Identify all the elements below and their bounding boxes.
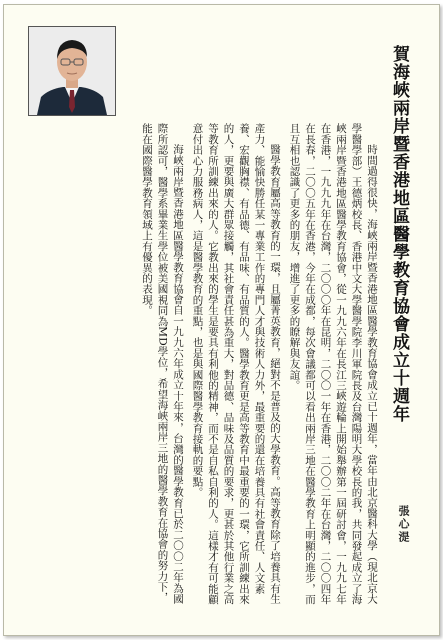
author-name: 張心湜	[397, 505, 410, 544]
article-title: 賀海峽兩岸暨香港地區醫學教育協會成立十週年	[389, 45, 409, 423]
author-portrait	[28, 26, 116, 116]
article-body	[49, 123, 379, 613]
document-page	[3, 4, 440, 636]
portrait-photo	[29, 27, 115, 115]
paragraph-1: 時間過得很快，海峽兩岸暨香港地區醫學教育協會成立已十週年，當年由北京醫科大學（現北京大學醫學部）王德炳校長、香港中文大學醫學院李川軍院長及台灣陽明大學校長的我，共同發起成立了海峽兩岸暨香港地區醫學教育協會，從一九九六年在長江三峽遊輪上開始舉辦第一屆研討會，一九九七年在香港，一九九九年在台灣，二〇〇〇年在昆明，二〇〇一年在香港，二〇〇二年在台灣，二〇〇四年在長春，二〇〇五年在香港，今年在成都，每次會議都可以看出兩岸三地在醫學教育上明顯的進步，而且互相也認識了更多的朋友，增進了更多的瞭解與友誼。	[288, 123, 378, 605]
paragraph-2: 醫學教育屬高等教育的一環，且屬菁英教育，絕對不是普及的大學教育。高等教育除了培養具有生產力、能愉快勝任某一專業工作的專門人才與技術人力外，最重要的還在培養具有社會責任、人文素養、宏觀胸襟、有品德、有品味、有品質的人。醫學教育更是高等教育中最重要的一環，它所訓練出來的人，更要與廣大群眾接觸，其社會責任甚為重大，對品德、品味及品質的要求，更甚於其他行業之高等教育所訓練出來的人。它教出來的學生是要具有利他的精神，而不是自私自利的人。這樣才有可能顧意付出心力服務病人，這是醫學教育的重點，也是與國際醫學教育接軌的要點。	[191, 123, 281, 605]
paragraph-3: 海峽兩岸暨香港地區醫學教育協會自一九九六年成立十年來，台灣的醫學教育已於二〇〇二年為國際所認可，醫學系畢業生學位被美國視同為MD學位，希望海峽兩岸三地的醫學教育在協會的努力下，能在國際醫學教育領域上有優異的表現。	[141, 123, 184, 605]
